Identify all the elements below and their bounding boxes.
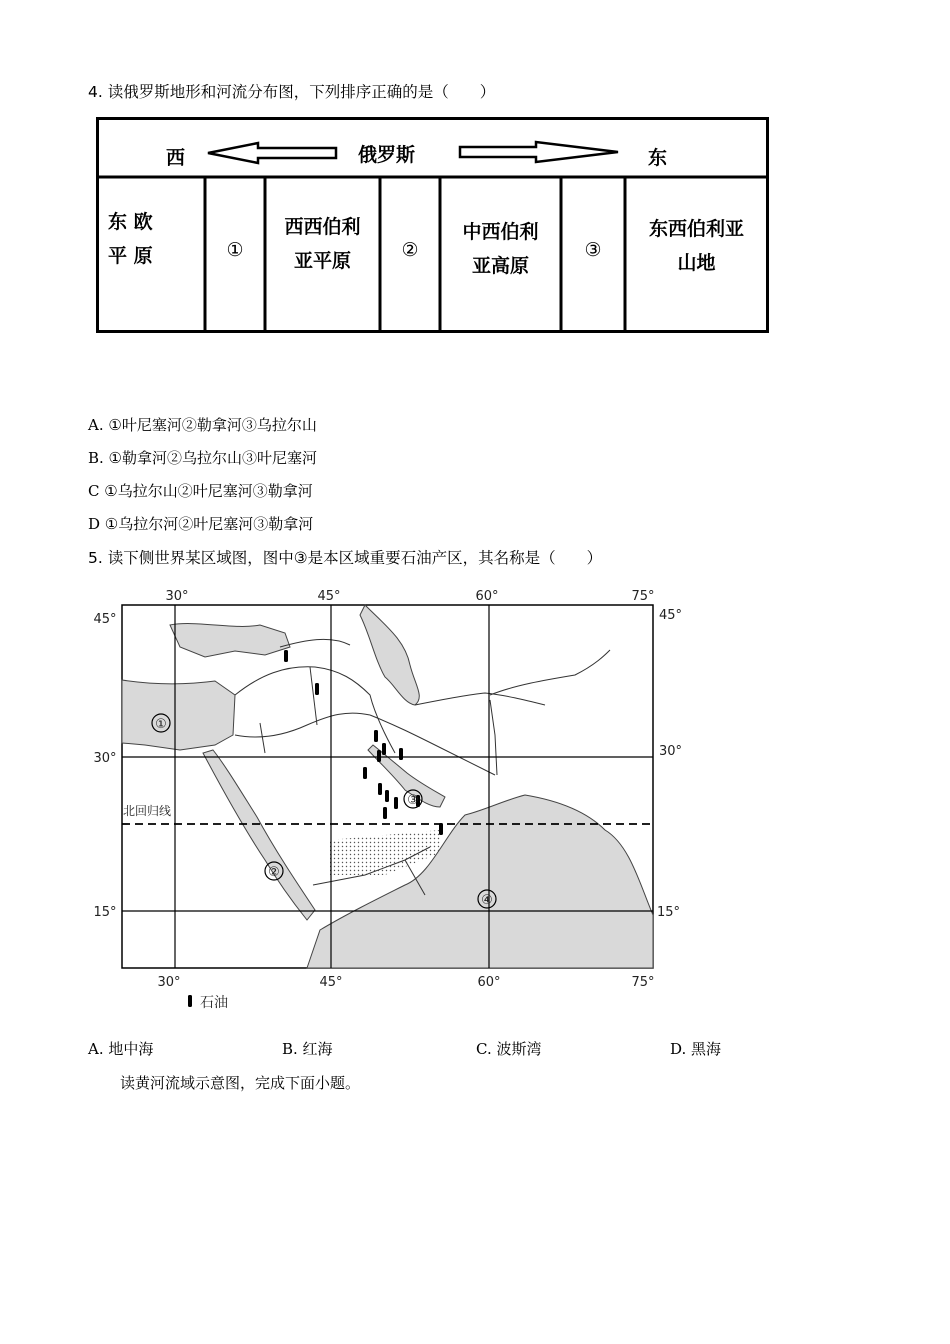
bottom-lon-30: 30°: [157, 975, 181, 990]
west-arrow-icon: [208, 143, 336, 163]
oil-icon: [439, 823, 443, 835]
oil-icon: [374, 730, 378, 742]
q5-option-c[interactable]: C. 波斯湾: [476, 1040, 542, 1058]
cell-east-european-plain: 东 欧 平 原: [108, 211, 153, 267]
bottom-lon-60: 60°: [477, 975, 501, 990]
oil-icon: [394, 797, 398, 809]
question-5-title: 5. 读下侧世界某区域图，图中③是本区域重要石油产区，其名称是（ ）: [88, 549, 603, 567]
marker-2: ②: [268, 865, 280, 880]
tropic-label: 北回归线: [123, 804, 172, 818]
question-4-title: 4. 读俄罗斯地形和河流分布图，下列排序正确的是（ ）: [88, 83, 496, 101]
oil-icon: [284, 650, 288, 662]
oil-icon: [315, 683, 319, 695]
cell-blank-2: ②: [401, 239, 419, 261]
russia-label: 俄罗斯: [358, 144, 416, 166]
oil-icon: [399, 748, 403, 760]
west-label: 西: [166, 147, 186, 169]
cell-blank-3: ③: [584, 239, 602, 261]
top-lon-75: 75°: [631, 589, 655, 604]
oil-icon: [377, 750, 381, 762]
oil-icon: [383, 807, 387, 819]
q4-option-a[interactable]: A. ①叶尼塞河②勒拿河③乌拉尔山: [88, 416, 317, 434]
russia-terrain-diagram: [96, 117, 769, 333]
left-lat-30: 30°: [93, 751, 117, 766]
right-lat-30: 30°: [659, 744, 683, 759]
oil-icon: [385, 790, 389, 802]
cell-west-siberian-plain: 西西伯利 亚平原: [284, 216, 361, 272]
bottom-lon-45: 45°: [319, 975, 343, 990]
cell-blank-1: ①: [226, 239, 244, 261]
legend-label: 石油: [200, 995, 228, 1011]
oil-icon: [382, 743, 386, 755]
top-lon-60: 60°: [475, 589, 499, 604]
oil-icon: [363, 767, 367, 779]
marker-3: ③: [407, 793, 419, 808]
right-lat-45: 45°: [659, 608, 683, 623]
next-section-intro: 读黄河流域示意图，完成下面小题。: [120, 1074, 361, 1092]
q5-option-d[interactable]: D. 黑海: [670, 1040, 722, 1058]
cell-central-siberian-plateau: 中西伯利 亚高原: [462, 221, 539, 277]
oil-icon: [378, 783, 382, 795]
map-canvas: [85, 585, 683, 1015]
east-arrow-icon: [460, 142, 618, 162]
left-lat-15: 15°: [93, 905, 117, 920]
legend-oil-icon: [188, 995, 192, 1007]
cell-east-siberian-mountains: 东西伯利亚 山地: [648, 218, 744, 274]
bottom-lon-75: 75°: [631, 975, 655, 990]
east-label: 东: [648, 147, 668, 169]
left-lat-45: 45°: [93, 612, 117, 627]
marker-1: ①: [155, 717, 167, 732]
q5-option-a[interactable]: A. 地中海: [88, 1040, 154, 1058]
top-lon-45: 45°: [317, 589, 341, 604]
marker-4: ④: [481, 893, 493, 908]
q4-option-b[interactable]: B. ①勒拿河②乌拉尔山③叶尼塞河: [88, 449, 318, 467]
q4-option-c[interactable]: C ①乌拉尔山②叶尼塞河③勒拿河: [88, 482, 313, 500]
middle-east-map: [85, 585, 683, 1015]
q4-option-d[interactable]: D ①乌拉尔河②叶尼塞河③勒拿河: [88, 515, 314, 533]
right-lat-15: 15°: [657, 905, 681, 920]
q5-option-b[interactable]: B. 红海: [282, 1040, 333, 1058]
top-lon-30: 30°: [165, 589, 189, 604]
